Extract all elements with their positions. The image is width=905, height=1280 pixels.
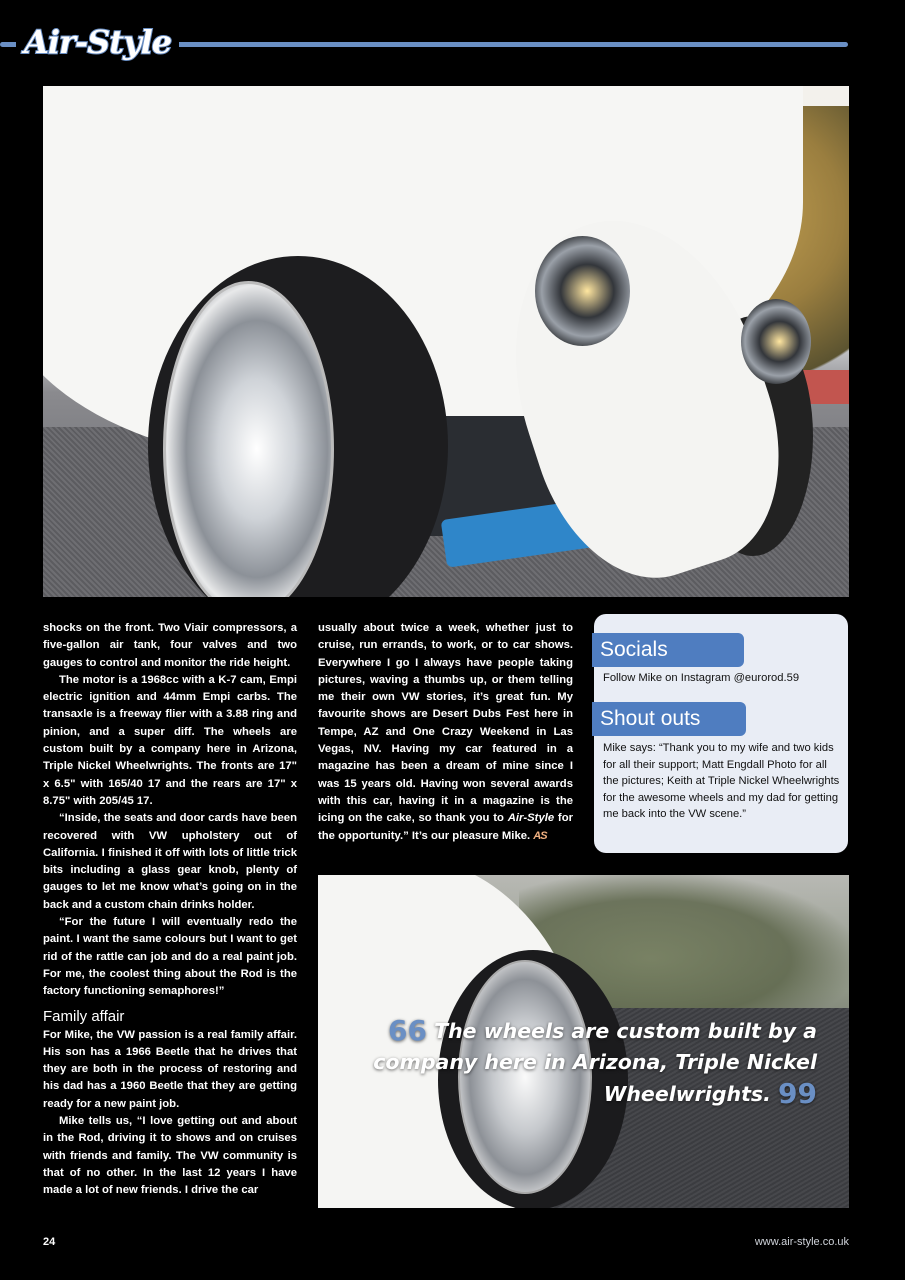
open-quote-icon: 66: [387, 1014, 427, 1047]
shout-outs-heading: Shout outs: [592, 702, 746, 736]
page-number: 24: [43, 1236, 56, 1248]
end-mark-icon: AS: [533, 829, 547, 842]
shout-outs-text: Mike says: “Thank you to my wife and two kids for all their support; Matt Engdall Photo for all the pictures; Keith at Triple Nickel Wheelwrights for the awesome wheels and my dad for getting me back into the VW scene.”: [603, 742, 840, 820]
article-column-1: [43, 620, 297, 1200]
photo-front-wheel: [43, 86, 849, 597]
section-heading: Family affair: [43, 1007, 125, 1025]
headlamp-right: [741, 299, 811, 384]
footer-url[interactable]: www.air-style.co.uk: [754, 1236, 849, 1248]
magazine-name: Air-Style: [507, 812, 555, 825]
chrome-rim: [163, 281, 334, 597]
paragraph-text: for the opportunity.” It’s our pleasure Mike.: [318, 812, 573, 842]
paragraph: [318, 620, 573, 845]
socials-heading: Socials: [592, 633, 744, 667]
article-column-2: [318, 620, 573, 845]
paragraph: shocks on the front. Two Viair compressors, a five-gallon air tank, four valves and two gauges to control and monitor the ride height.: [43, 622, 297, 669]
paragraph: For Mike, the VW passion is a real family affair. His son has a 1966 Beetle that he drives that they are both in the process of restoring and his dad has a 1960 Beetle that they are getting ready for a new paint job.: [43, 1028, 297, 1110]
paragraph: Mike tells us, “I love getting out and about in the Rod, driving it to shows and on cruises with friends and family. The VW community is that of no other. In the last 12 years I have made a lot of new friends. I drive the car: [43, 1115, 297, 1197]
paragraph-text: usually about twice a week, whether just to cruise, run errands, to work, or to car shows. Everywhere I go I always have people taking pictures, waving a thumbs up, or them telling me their own VW stories, it’s great fun. My favourite shows are Desert Dubs Fest here in Tempe, AZ and One Crazy Weekend in Las Vegas, NV. Having my car featured in a magazine has been a dream of mine since I was 15 years old. Having won several awards with this car, having it in a magazine is the icing on the cake, so thank you to: [318, 622, 573, 825]
paragraph: “Inside, the seats and door cards have been recovered with VW upholstery out of California. I finished it off with lots of little trick bits including a glass gear knob, plenty of gauges to let me know what’s going on in the back and a custom chain drinks holder.: [43, 812, 297, 911]
pull-quote: [320, 1015, 817, 1110]
paragraph: The motor is a 1968cc with a K-7 cam, Empi electric ignition and 44mm Empi carbs. The transaxle is a freeway flier with a 3.88 ring and pinion, and a super diff. The wheels are custom built by a company here in Arizona, Triple Nickel Wheelwrights. The fronts are 17" x 6.5" with 165/40 17 and the rears are 17" x 8.75" with 205/45 17.: [43, 673, 297, 807]
air-style-logo[interactable]: Air-Style: [16, 20, 179, 64]
paragraph: “For the future I will eventually redo the paint. I want the same colours but I want to get rid of the rattle can job and do a real paint job. For me, the coolest thing about the Rod is the factory functioning semaphores!”: [43, 916, 297, 998]
pull-quote-text: The wheels are custom built by a company here in Arizona, Triple Nickel Wheelwrights.: [373, 1019, 817, 1106]
instagram-text: Follow Mike on Instagram @eurorod.59: [603, 672, 800, 684]
headlamp-left: [535, 236, 630, 346]
socials-sidebar: [594, 614, 848, 853]
close-quote-icon: 99: [778, 1077, 817, 1110]
